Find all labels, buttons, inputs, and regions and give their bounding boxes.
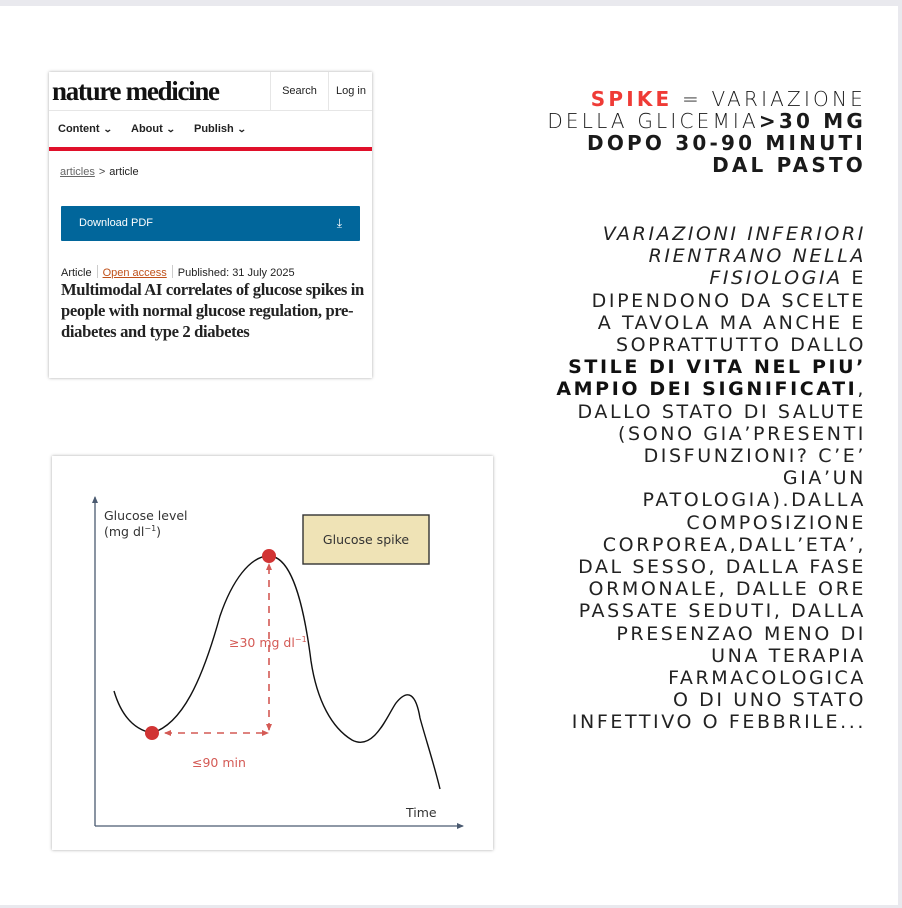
body-line: [500, 378, 866, 400]
accent-divider: [49, 147, 372, 151]
body-segment: CORPOREA,DALL’ETA’,: [602, 533, 866, 556]
body-line: [500, 290, 866, 312]
body-line: [500, 645, 866, 667]
site-logo[interactable]: nature medicine: [52, 76, 219, 106]
body-segment: ORMONALE, DALLE ORE: [588, 578, 866, 601]
body-line: [500, 467, 866, 489]
spike-definition: [500, 88, 866, 176]
download-pdf-button[interactable]: [61, 206, 360, 241]
body-line: [500, 667, 866, 689]
y-axis-label-line2: [104, 524, 161, 539]
body-segment: O DI UNO STATO: [672, 689, 866, 712]
meta-divider: [97, 265, 98, 278]
article-meta: [61, 265, 295, 279]
nav-publish[interactable]: [194, 111, 245, 147]
def-line: [500, 154, 866, 176]
body-segment: STILE DI VITA NEL PIU’: [568, 356, 866, 379]
y-axis-unit: (mg dl: [104, 524, 145, 539]
download-icon: ⤓: [336, 216, 342, 230]
body-line: [500, 223, 866, 245]
search-button[interactable]: Search: [270, 72, 328, 110]
body-segment: DIPENDONO DA SCELTE: [591, 289, 866, 312]
body-line: [500, 689, 866, 711]
breadcrumb-separator: >: [98, 166, 106, 178]
rise-label-text: ≥30 mg dl: [229, 635, 295, 650]
body-segment: UNA TERAPIA: [711, 644, 866, 667]
y-axis-label-line1: Glucose level: [104, 508, 188, 523]
body-line: [500, 512, 866, 534]
trough-marker: [145, 726, 159, 740]
body-line: [500, 423, 866, 445]
body-line: [500, 556, 866, 578]
rise-label: [229, 635, 307, 650]
def-line: [500, 132, 866, 154]
nav-content-label: Content: [58, 123, 100, 135]
breadcrumb-current: article: [109, 166, 139, 178]
def-segment: DELLA GLICEMIA: [547, 109, 759, 133]
body-segment: PASSATE SEDUTI, DALLA: [578, 600, 866, 623]
login-button[interactable]: Log in: [328, 72, 372, 110]
glucose-spike-chart: [52, 456, 493, 850]
body-segment: FARMACOLOGICA: [668, 667, 866, 690]
glucose-spike-box-label: Glucose spike: [322, 532, 410, 547]
body-segment: COMPOSIZIONE: [686, 511, 866, 534]
body-segment: DISFUNZIONI? C’E’: [643, 445, 866, 468]
body-line: [500, 401, 866, 423]
nav-content[interactable]: [58, 111, 111, 147]
open-access-link[interactable]: Open access: [102, 267, 167, 279]
nav-publish-label: Publish: [194, 123, 234, 135]
def-segment: DOPO 30-90 MINUTI: [587, 131, 866, 155]
chevron-down-icon: ⌄: [102, 124, 113, 134]
time-label: ≤90 min: [192, 755, 246, 770]
body-segment: (SONO GIA’PRESENTI: [618, 422, 866, 445]
body-segment: PATOLOGIA).DALLA: [642, 489, 866, 512]
body-segment: VARIAZIONI INFERIORI: [602, 223, 866, 245]
body-line: [500, 334, 866, 356]
body-line: [500, 267, 866, 289]
body-line: [500, 711, 866, 733]
def-segment: = VARIAZIONE: [672, 87, 866, 111]
body-line: [500, 245, 866, 267]
def-line: [500, 110, 866, 132]
body-segment: FISIOLOGIA: [709, 267, 843, 290]
body-segment: PRESENZAO MENO DI: [616, 622, 866, 645]
body-segment: RIENTRANO NELLA: [648, 245, 866, 268]
body-line: [500, 489, 866, 511]
body-segment: GIA’UN: [782, 467, 866, 490]
body-segment: DAL SESSO, DALLA FASE: [578, 556, 866, 579]
explanation-column: [500, 88, 866, 734]
breadcrumb-articles-link[interactable]: articles: [60, 166, 95, 178]
body-line: [500, 600, 866, 622]
chevron-down-icon: ⌄: [165, 124, 176, 134]
body-line: [500, 312, 866, 334]
chart-svg: [52, 456, 493, 850]
site-header: [49, 72, 372, 111]
body-line: [500, 445, 866, 467]
body-line: [500, 534, 866, 556]
body-segment: SOPRATTUTTO DALLO: [615, 334, 866, 357]
published-date: Published: 31 July 2025: [177, 267, 295, 279]
body-line: [500, 578, 866, 600]
nav-about[interactable]: [131, 111, 174, 147]
nav-about-label: About: [131, 123, 163, 135]
body-segment: INFETTIVO O FEBBRILE...: [571, 711, 866, 734]
y-axis-unit-close: ): [156, 524, 162, 539]
x-axis-label: Time: [406, 805, 437, 820]
meta-divider: [172, 265, 173, 278]
rise-label-sup: −1: [294, 635, 307, 644]
download-pdf-label: Download PDF: [79, 217, 153, 229]
explanation-text: [500, 223, 866, 734]
body-segment: AMPIO DEI SIGNIFICATI: [556, 378, 858, 401]
body-segment: DALLO STATO DI SALUTE: [577, 400, 866, 423]
article-type: Article: [61, 267, 92, 279]
def-segment: >30 MG: [758, 109, 866, 133]
body-segment: A TAVOLA MA ANCHE E: [597, 311, 866, 334]
def-segment: SPIKE: [590, 87, 673, 111]
slide-page: [0, 6, 898, 905]
peak-marker: [262, 549, 276, 563]
site-nav: [49, 111, 372, 147]
glucose-curve: [114, 556, 440, 789]
body-segment: E: [842, 267, 866, 290]
chevron-down-icon: ⌄: [236, 124, 247, 134]
y-axis-unit-sup: −1: [144, 524, 157, 533]
body-segment: ,: [857, 378, 866, 401]
body-line: [500, 623, 866, 645]
body-line: [500, 356, 866, 378]
def-segment: DAL PASTO: [712, 153, 866, 177]
article-title: Multimodal AI correlates of glucose spikes in people with normal glucose regulation, pre-diabetes and type 2 diabetes: [61, 280, 364, 341]
def-line: [500, 88, 866, 110]
breadcrumb: [60, 166, 139, 178]
article-screenshot: [49, 72, 372, 378]
